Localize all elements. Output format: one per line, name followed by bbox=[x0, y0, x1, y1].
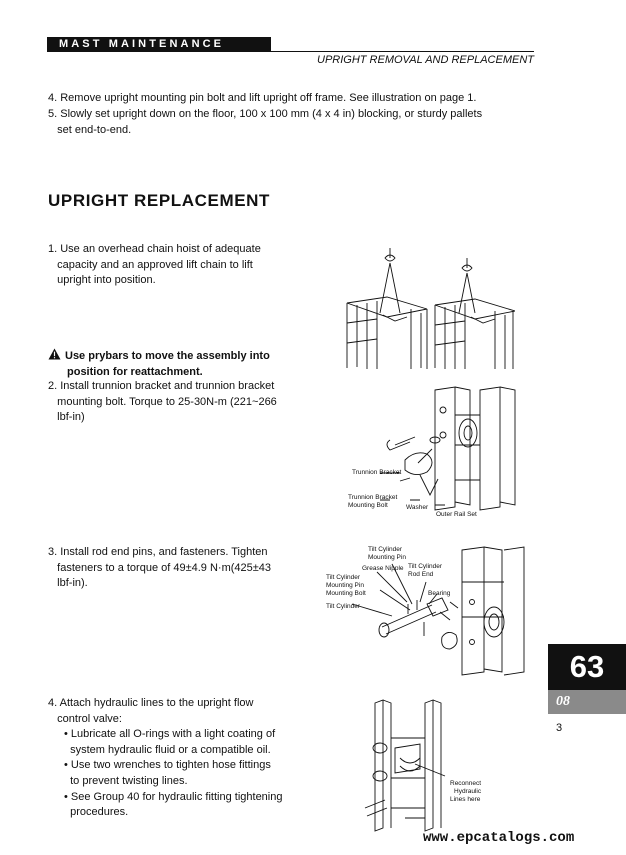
label-tilt-cylinder-4c: Mounting Bolt bbox=[326, 590, 366, 597]
text-line: 2. Install trunnion bracket and trunnion bracket bbox=[48, 380, 275, 392]
label-grease-nipple: Grease Nipple bbox=[362, 565, 404, 572]
text-line: set end-to-end. bbox=[48, 123, 132, 136]
label-reconnect: Reconnect bbox=[450, 780, 482, 787]
text-line: lbf-in) bbox=[48, 411, 85, 424]
text-line: 4. Attach hydraulic lines to the upright flow bbox=[48, 697, 254, 709]
label-tilt-cylinder-3a: Tilt Cylinder bbox=[408, 563, 443, 570]
text-line: upright into position. bbox=[48, 274, 156, 287]
text-line: 5. Slowly set upright down on the floor, 100 x 100 mm (4 x 4 in) blocking, or sturdy pallets bbox=[48, 108, 483, 120]
text-line: mounting bolt. Torque to 25-30N-m (221~266 bbox=[48, 395, 277, 408]
hoist-illustration bbox=[335, 243, 515, 373]
label-trunnion-bracket: Trunnion Bracket bbox=[352, 469, 402, 476]
bullet-line: • Use two wrenches to tighten hose fittings bbox=[64, 759, 271, 772]
label-tilt-cylinder-1b: Mounting Pin bbox=[368, 554, 406, 561]
replacement-step-4 bbox=[48, 696, 282, 821]
removal-step-4 bbox=[48, 91, 476, 107]
text-line: fasteners to a torque of 49±4.9 N·m(425±43 bbox=[48, 561, 272, 574]
warning-line: position for reattachment. bbox=[67, 365, 203, 378]
tilt-cylinder-illustration bbox=[322, 542, 528, 677]
label-mounting-bolt-1: Trunnion Bracket bbox=[348, 494, 398, 501]
group-tab-sub: 08 bbox=[548, 690, 626, 714]
text-line: 1. Use an overhead chain hoist of adequate bbox=[48, 243, 261, 255]
header-rule bbox=[271, 51, 534, 52]
page-number: 3 bbox=[556, 722, 563, 734]
warning-line: Use prybars to move the assembly into bbox=[65, 350, 270, 362]
label-tilt-cylinder-4a: Tilt Cylinder bbox=[326, 574, 361, 581]
warning-icon bbox=[48, 348, 61, 360]
trunnion-illustration bbox=[340, 385, 520, 520]
label-tilt-cylinder-4b: Mounting Pin bbox=[326, 582, 364, 589]
bullet-line: • Lubricate all O-rings with a light coating of bbox=[64, 728, 276, 741]
text-line: 3. Install rod end pins, and fasteners. Tighten bbox=[48, 546, 268, 558]
text-line: capacity and an approved lift chain to lift bbox=[48, 258, 253, 271]
label-bearing: Bearing bbox=[428, 590, 451, 597]
page-title: UPRIGHT REPLACEMENT bbox=[48, 191, 271, 210]
hydraulic-lines-illustration bbox=[355, 698, 505, 833]
footer-watermark-url: www.epcatalogs.com bbox=[423, 830, 575, 846]
subsection-title: UPRIGHT REMOVAL AND REPLACEMENT bbox=[317, 54, 534, 66]
warning-note bbox=[48, 348, 270, 380]
replacement-step-2 bbox=[48, 379, 277, 426]
group-tab-number: 63 bbox=[548, 644, 626, 690]
label-mounting-bolt-2: Mounting Bolt bbox=[348, 502, 388, 509]
label-tilt-cylinder-1a: Tilt Cylinder bbox=[368, 546, 403, 553]
bullet-line: procedures. bbox=[64, 806, 129, 819]
section-title: MAST MAINTENANCE bbox=[59, 38, 225, 50]
section-header-bar bbox=[47, 37, 271, 52]
label-hydraulic: Hydraulic bbox=[454, 788, 482, 795]
label-outer-rail: Outer Rail Set bbox=[436, 511, 477, 518]
bullet-line: system hydraulic fluid or a compatible oil. bbox=[64, 743, 271, 756]
removal-step-5 bbox=[48, 107, 482, 138]
label-washer: Washer bbox=[406, 504, 429, 511]
bullet-line: • See Group 40 for hydraulic fitting tightening bbox=[64, 790, 283, 803]
label-lines-here: Lines here bbox=[450, 796, 481, 803]
replacement-step-3 bbox=[48, 545, 271, 592]
bullet-line: to prevent twisting lines. bbox=[64, 774, 188, 787]
text-line: 4. Remove upright mounting pin bolt and lift upright off frame. See illustration on page 1. bbox=[48, 92, 477, 104]
label-tilt-cylinder-3b: Rod End bbox=[408, 571, 434, 578]
text-line: control valve: bbox=[48, 712, 122, 725]
replacement-step-1 bbox=[48, 242, 261, 289]
label-tilt-cylinder-6: Tilt Cylinder bbox=[326, 603, 361, 610]
text-line: lbf-in). bbox=[48, 577, 88, 590]
